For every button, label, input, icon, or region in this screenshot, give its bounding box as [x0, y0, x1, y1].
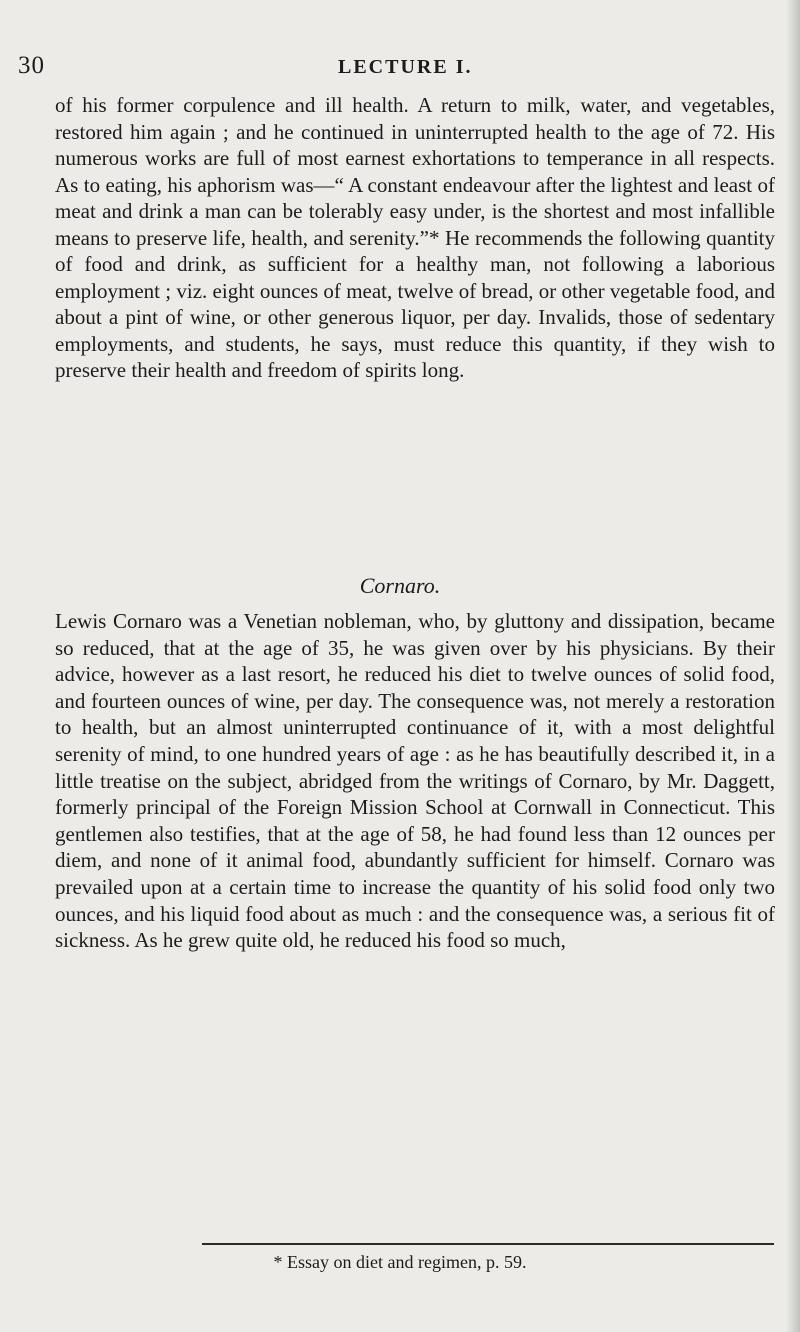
paragraph: Lewis Cornaro was a Venetian nobleman, who, by gluttony and dissipation, became so reduced, that at the age of 35, he was given over by his physicians. By their advice, however as a last resort, he reduced his diet to twelve ounces of solid food, and fourteen ounces of wine, per day. The consequence was, not merely a restoration to health, but an almost uninterrupted continuance of it, with a most delightful serenity of mind, to one hundred years of age : as he has beautifully described it, in a little treatise on the subject, abridged from the writings of Cornaro, by Mr. Daggett, formerly principal of the Foreign Mission School at Cornwall in Connecticut. This gentlemen also testifies, that at the age of 58, he had found less than 12 ounces per diem, and none of it animal food, abundantly sufficient for himself. Cornaro was prevailed upon at a certain time to increase the quantity of his solid food only two ounces, and his liquid food about as much : and the consequence was, a serious fit of sickness. As he grew quite old, he reduced his food so much, [55, 609, 775, 953]
running-title: LECTURE I. [338, 56, 473, 78]
section-heading: Cornaro. [359, 573, 441, 598]
footnote: * Essay on diet and regimen, p. 59. [273, 1252, 527, 1272]
main-text-block [55, 92, 775, 384]
footnote-divider [202, 1243, 774, 1245]
cornaro-text-block [55, 608, 775, 954]
page-edge-shadow [786, 0, 800, 1332]
page-number: 30 [18, 52, 45, 79]
paragraph: of his former corpulence and ill health. A return to milk, water, and vegetables, restored him again ; and he continued in uninterrupted health to the age of 72. His numerous works are full of most earnest exhortations to temperance in all respects. As to eating, his aphorism was—“ A constant endeavour after the lightest and least of meat and drink a man can be tolerably easy under, is the shortest and most infallible means to preserve life, health, and serenity.”* He recommends the following quantity of food and drink, as sufficient for a healthy man, not following a laborious employment ; viz. eight ounces of meat, twelve of bread, or other vegetable food, and about a pint of wine, or other generous liquor, per day. Invalids, those of sedentary employments, and students, he says, must reduce this quantity, if they wish to preserve their health and freedom of spirits long. [55, 93, 775, 382]
